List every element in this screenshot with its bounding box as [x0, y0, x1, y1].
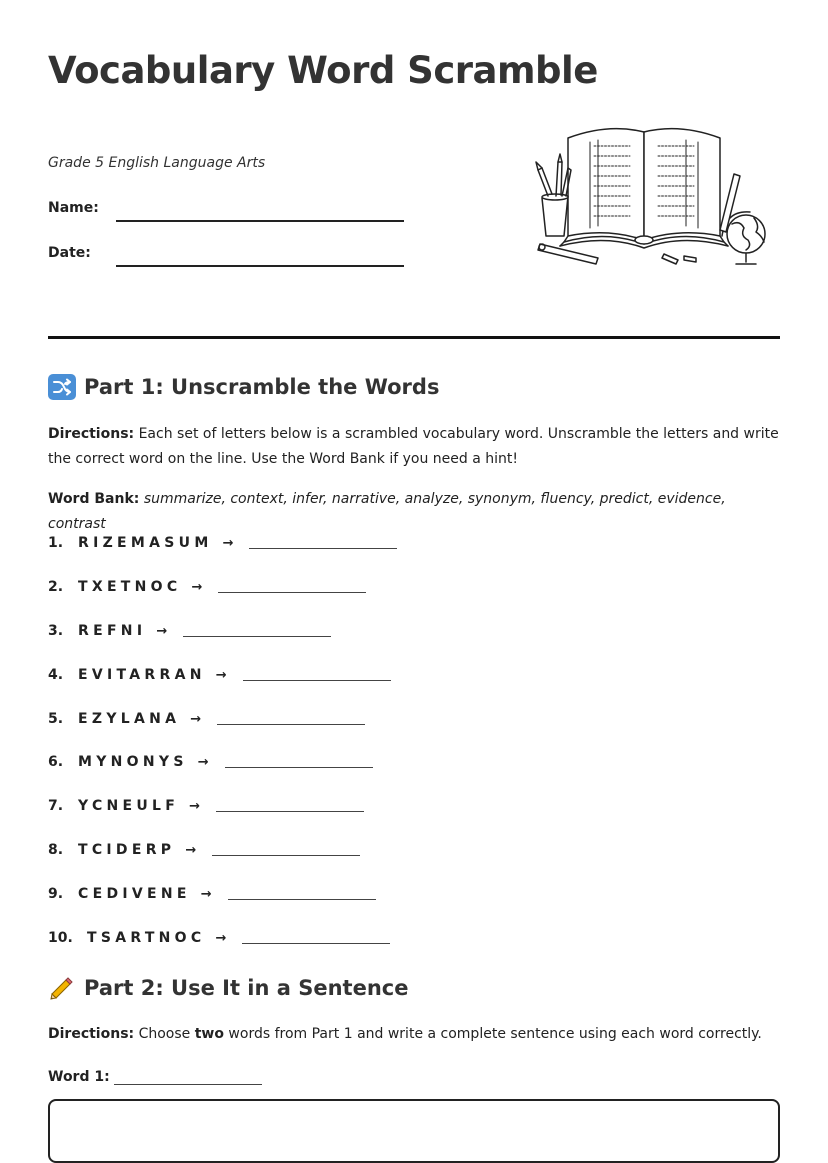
arrow-icon: →	[215, 667, 227, 683]
scramble-item	[48, 532, 397, 554]
word-bank-label: Word Bank:	[48, 491, 140, 507]
open-book-illustration	[528, 118, 768, 270]
directions-emphasis: two	[194, 1026, 224, 1042]
scramble-item	[48, 927, 390, 949]
part1-heading-text: Part 1: Unscramble the Words	[84, 375, 440, 399]
name-field[interactable]	[48, 200, 408, 224]
part2-heading-text: Part 2: Use It in a Sentence	[84, 976, 409, 1000]
word1-line[interactable]	[114, 1070, 262, 1085]
arrow-icon: →	[222, 535, 234, 551]
item-number: 5.	[48, 711, 64, 727]
subtitle: Grade 5 English Language Arts	[48, 155, 266, 171]
answer-line[interactable]	[243, 670, 391, 681]
date-line[interactable]	[116, 265, 404, 267]
scrambled-letters: MYNONYS	[78, 754, 188, 770]
item-number: 2.	[48, 579, 64, 595]
scramble-item	[48, 664, 391, 686]
answer-line[interactable]	[183, 626, 331, 637]
name-label: Name:	[48, 200, 99, 216]
item-number: 7.	[48, 798, 64, 814]
directions-text: words from Part 1 and write a complete sentence using each word correctly.	[223, 1026, 762, 1042]
scramble-item	[48, 751, 373, 773]
scramble-item	[48, 576, 366, 598]
section-divider	[48, 336, 780, 339]
answer-line[interactable]	[225, 757, 373, 768]
sentence-box[interactable]	[48, 1099, 780, 1163]
shuffle-icon	[48, 374, 76, 400]
date-field[interactable]	[48, 245, 408, 269]
item-number: 6.	[48, 754, 64, 770]
item-number: 1.	[48, 535, 64, 551]
scrambled-letters: RIZEMASUM	[78, 535, 213, 551]
item-number: 9.	[48, 886, 64, 902]
part1-heading	[48, 374, 439, 400]
word-bank	[48, 487, 780, 537]
item-number: 4.	[48, 667, 64, 683]
date-label: Date:	[48, 245, 91, 261]
arrow-icon: →	[185, 842, 197, 858]
directions-text: Choose	[134, 1026, 195, 1042]
arrow-icon: →	[197, 754, 209, 770]
word1-label: Word 1:	[48, 1069, 110, 1085]
part1-directions	[48, 422, 780, 472]
scrambled-letters: EZYLANA	[78, 711, 181, 727]
item-number: 10.	[48, 930, 73, 946]
answer-line[interactable]	[249, 538, 397, 549]
name-line[interactable]	[116, 220, 404, 222]
answer-line[interactable]	[228, 889, 376, 900]
arrow-icon: →	[189, 798, 201, 814]
arrow-icon: →	[156, 623, 168, 639]
scrambled-letters: REFNI	[78, 623, 147, 639]
answer-line[interactable]	[218, 582, 366, 593]
scramble-item	[48, 839, 360, 861]
directions-label: Directions:	[48, 426, 135, 442]
scramble-item	[48, 795, 364, 817]
answer-line[interactable]	[217, 714, 365, 725]
page-title: Vocabulary Word Scramble	[48, 49, 598, 92]
scramble-item	[48, 708, 365, 730]
word1-field	[48, 1069, 262, 1085]
word-bank-list: summarize, context, infer, narrative, analyze, synonym, fluency, predict, evidence, contrast	[48, 491, 726, 532]
arrow-icon: →	[190, 711, 202, 727]
scramble-item	[48, 620, 331, 642]
item-number: 3.	[48, 623, 64, 639]
answer-line[interactable]	[212, 845, 360, 856]
part2-heading	[48, 974, 408, 1002]
arrow-icon: →	[191, 579, 203, 595]
scrambled-letters: TXETNOC	[78, 579, 182, 595]
scrambled-letters: TCIDERP	[78, 842, 176, 858]
scrambled-letters: TSARTNOC	[87, 930, 206, 946]
pencil-icon	[48, 974, 76, 1002]
part2-directions	[48, 1022, 780, 1047]
scrambled-letters: CEDIVENE	[78, 886, 191, 902]
scrambled-letters: EVITARRAN	[78, 667, 206, 683]
directions-text: Each set of letters below is a scrambled vocabulary word. Unscramble the letters and write the correct word on the line. Use the Word Bank if you need a hint!	[48, 426, 779, 467]
answer-line[interactable]	[242, 933, 390, 944]
arrow-icon: →	[215, 930, 227, 946]
arrow-icon: →	[200, 886, 212, 902]
directions-label: Directions:	[48, 1026, 135, 1042]
scrambled-letters: YCNEULF	[78, 798, 180, 814]
answer-line[interactable]	[216, 801, 364, 812]
scramble-item	[48, 883, 376, 905]
item-number: 8.	[48, 842, 64, 858]
